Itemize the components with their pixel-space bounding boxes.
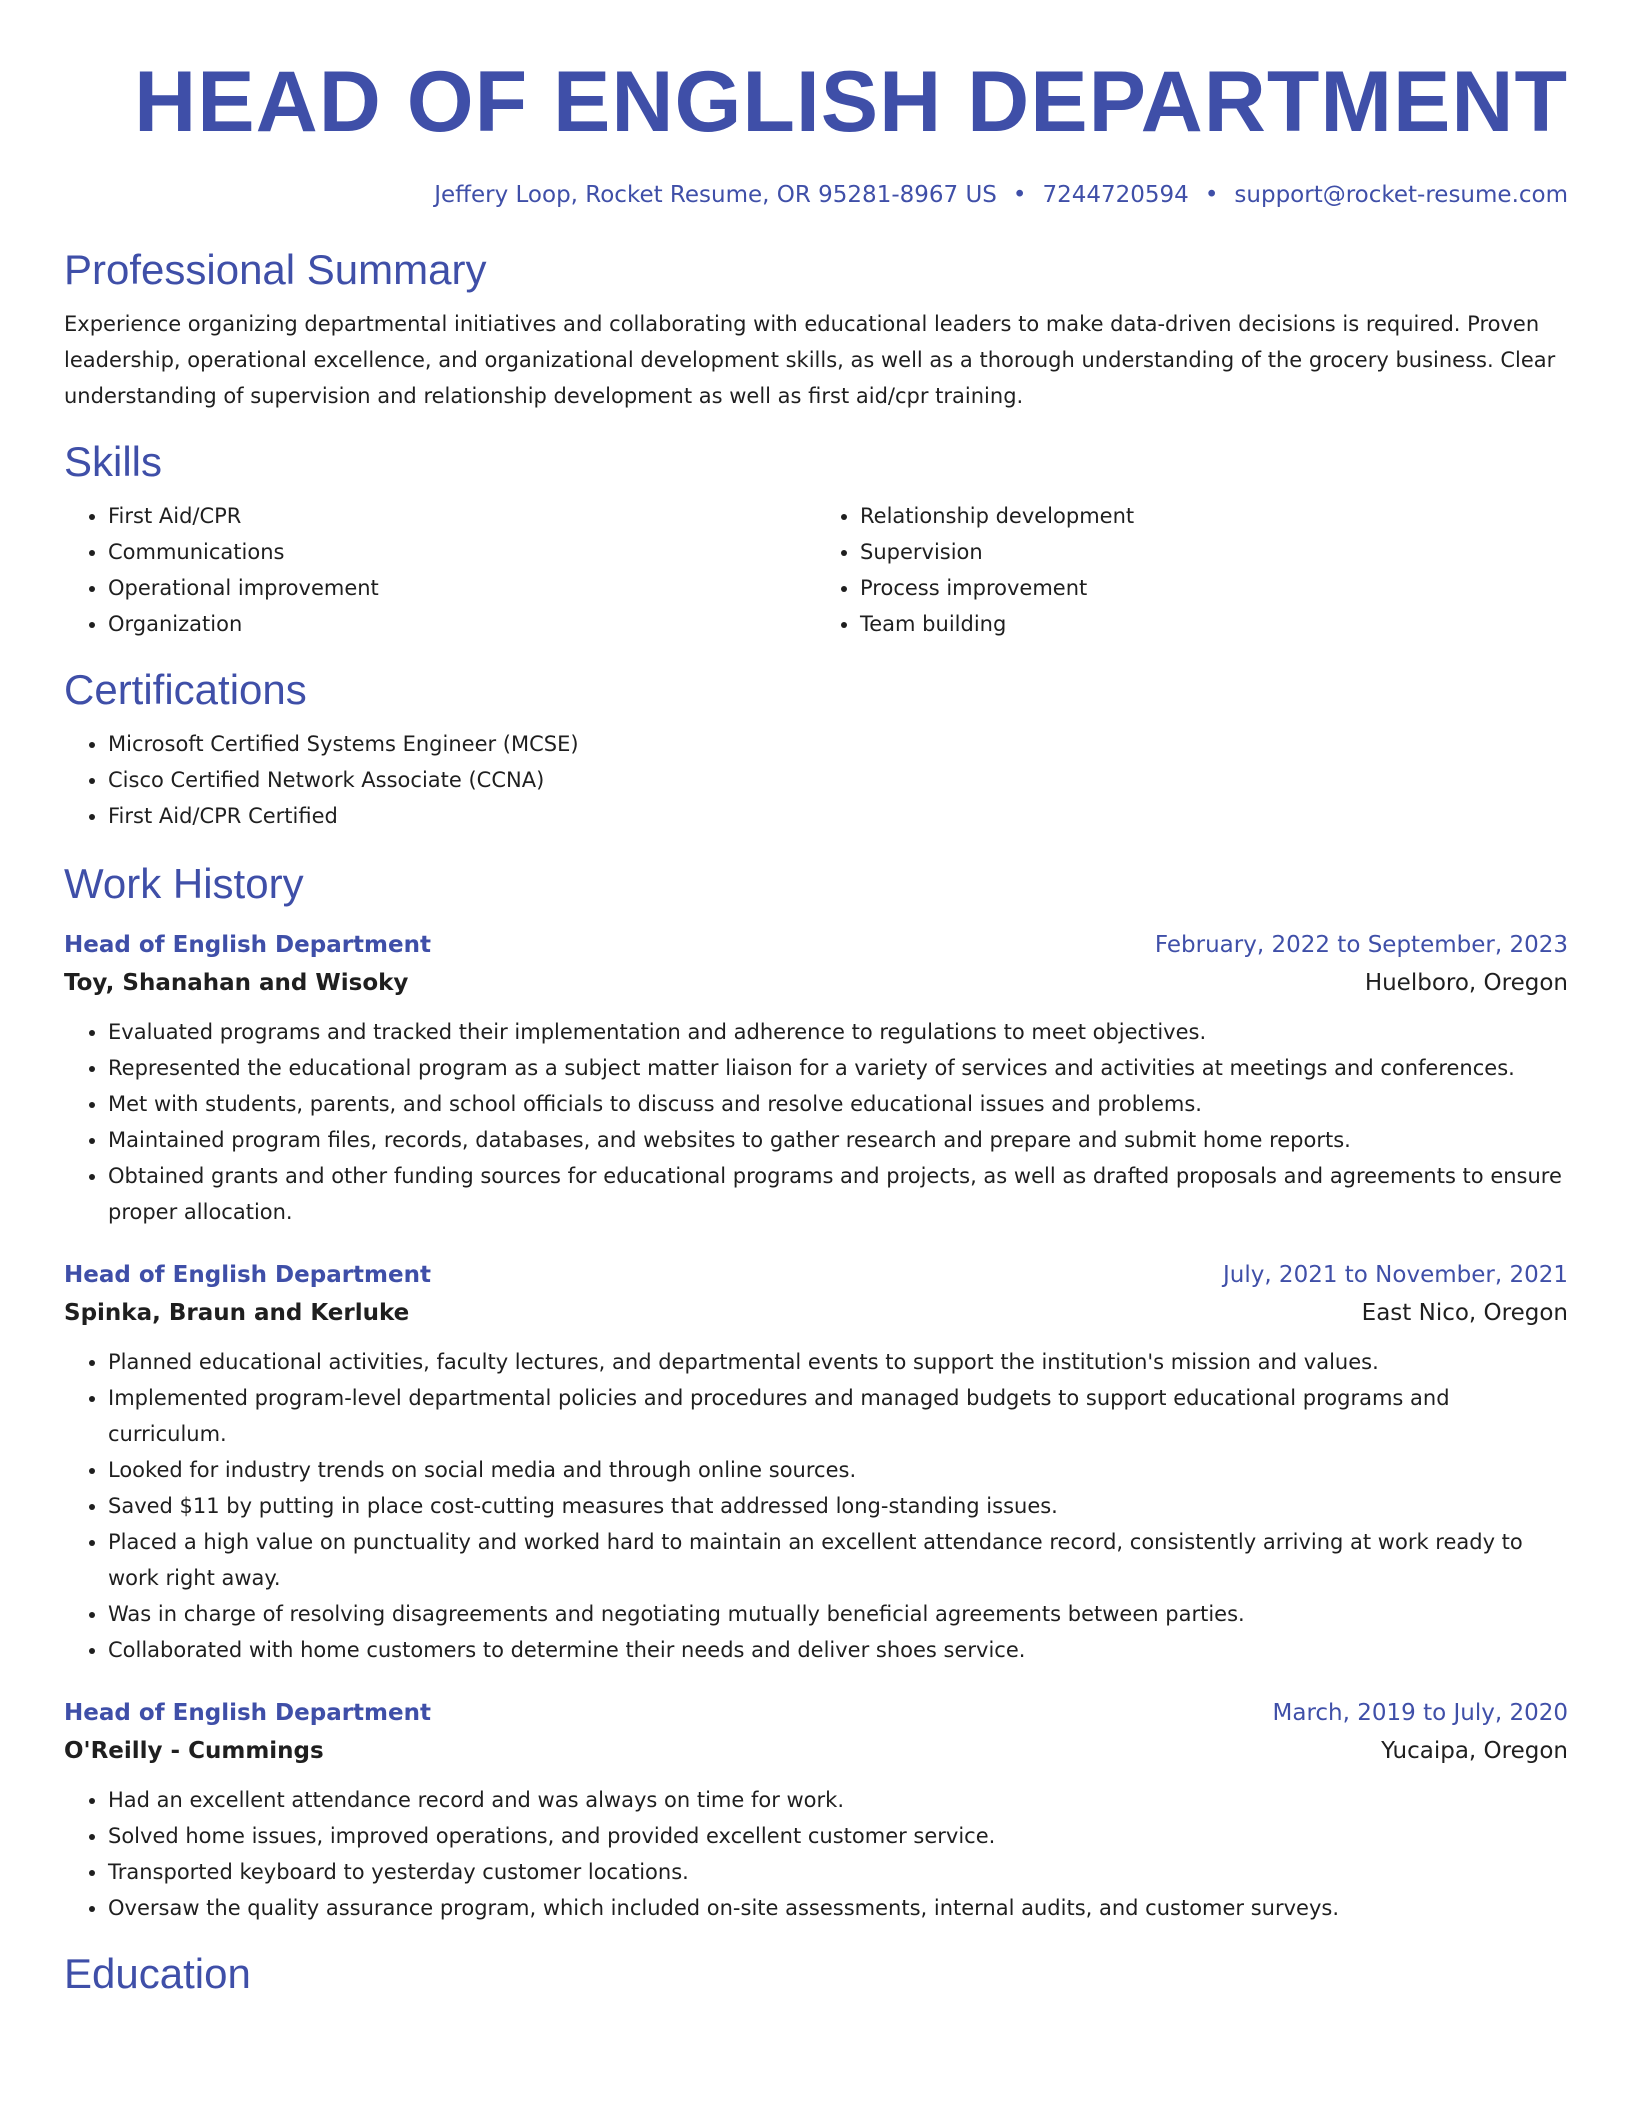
- job-bullet: • Transported keyboard to yesterday customer locations.: [108, 1854, 1568, 1890]
- section-heading: Work History: [64, 860, 304, 907]
- skill-item: • Process improvement: [860, 570, 1568, 606]
- job-bullet: • Looked for industry trends on social media and through online sources.: [108, 1452, 1568, 1488]
- job-company: Toy, Shanahan and Wisoky: [64, 970, 409, 996]
- contact-phone: 7244720594: [1042, 182, 1189, 208]
- job-bullets: [64, 1782, 1568, 1926]
- job-company-row: [64, 964, 1568, 1002]
- section-heading: Professional Summary: [64, 246, 487, 293]
- contact-address: Jeffery Loop, Rocket Resume, OR 95281-8967 US: [434, 182, 997, 208]
- job-bullet: • Placed a high value on punctuality and worked hard to maintain an excellent attendance record, consistently arriving at work ready to work right away.: [108, 1524, 1568, 1596]
- skill-item: • Organization: [108, 606, 816, 642]
- job-bullet: • Collaborated with home customers to determine their needs and deliver shoes service.: [108, 1632, 1568, 1668]
- skills-columns: [64, 498, 1568, 642]
- separator-dot: •: [1204, 182, 1219, 208]
- certification-item: • Microsoft Certified Systems Engineer (MCSE): [108, 726, 1568, 762]
- job-title-row: [64, 926, 1568, 964]
- job-bullet: • Obtained grants and other funding sources for educational programs and projects, as well as drafted proposals and agreements to ensure proper allocation.: [108, 1158, 1568, 1230]
- section-heading: Skills: [64, 438, 163, 485]
- job-bullet: • Oversaw the quality assurance program, which included on-site assessments, internal audits, and customer surveys.: [108, 1890, 1568, 1926]
- skill-item: • Supervision: [860, 534, 1568, 570]
- job-bullets: [64, 1344, 1568, 1668]
- job-dates: March, 2019 to July, 2020: [1272, 1700, 1568, 1726]
- job-title: Head of English Department: [64, 932, 431, 958]
- job-dates: February, 2022 to September, 2023: [1154, 932, 1568, 958]
- certification-item: • First Aid/CPR Certified: [108, 798, 1568, 834]
- job-entry: [64, 926, 1568, 1230]
- job-bullet: • Was in charge of resolving disagreements and negotiating mutually beneficial agreements between parties.: [108, 1596, 1568, 1632]
- resume-header: [64, 0, 1568, 208]
- skill-item: • Team building: [860, 606, 1568, 642]
- job-bullets: [64, 1014, 1568, 1230]
- job-bullet: • Had an excellent attendance record and was always on time for work.: [108, 1782, 1568, 1818]
- job-company: O'Reilly - Cummings: [64, 1738, 324, 1764]
- job-location: Yucaipa, Oregon: [1381, 1738, 1568, 1764]
- certifications-section: [64, 664, 1568, 834]
- section-heading: Education: [64, 1950, 251, 1997]
- job-bullet: • Planned educational activities, faculty lectures, and departmental events to support the institution's mission and values.: [108, 1344, 1568, 1380]
- skill-item: • Communications: [108, 534, 816, 570]
- job-title: Head of English Department: [64, 1700, 431, 1726]
- job-company-row: [64, 1294, 1568, 1332]
- job-title: Head of English Department: [64, 1262, 431, 1288]
- certifications-list: [64, 726, 1568, 834]
- skill-item: • First Aid/CPR: [108, 498, 816, 534]
- education-section: [64, 1948, 1568, 2000]
- job-bullet: • Saved $11 by putting in place cost-cutting measures that addressed long-standing issues.: [108, 1488, 1568, 1524]
- section-heading: Certifications: [64, 666, 307, 713]
- job-company: Spinka, Braun and Kerluke: [64, 1300, 410, 1326]
- skills-list-left: [64, 498, 816, 642]
- job-bullet: • Evaluated programs and tracked their implementation and adherence to regulations to meet objectives.: [108, 1014, 1568, 1050]
- skill-item: • Relationship development: [860, 498, 1568, 534]
- page-title: HEAD OF ENGLISH DEPARTMENT: [134, 54, 1568, 150]
- work-history-section: [64, 858, 1568, 1926]
- job-location: East Nico, Oregon: [1361, 1300, 1568, 1326]
- job-dates: July, 2021 to November, 2021: [1222, 1262, 1568, 1288]
- separator-dot: •: [1012, 182, 1027, 208]
- job-bullet: • Implemented program-level departmental policies and procedures and managed budgets to support educational programs and curriculum.: [108, 1380, 1568, 1452]
- job-title-row: [64, 1694, 1568, 1732]
- skills-list-right: [816, 498, 1568, 642]
- job-location: Huelboro, Oregon: [1364, 970, 1568, 996]
- summary-text: Experience organizing departmental initiatives and collaborating with educational leaders to make data-driven decisions is required. Proven leadership, operational excellence, and organizational development skills, as well as a thorough understanding of the grocery business. Clear understanding of supervision and relationship development as well as first aid/cpr training.: [64, 312, 1556, 408]
- job-bullet: • Met with students, parents, and school officials to discuss and resolve educational issues and problems.: [108, 1086, 1568, 1122]
- job-bullet: • Maintained program files, records, databases, and websites to gather research and prepare and submit home reports.: [108, 1122, 1568, 1158]
- job-company-row: [64, 1732, 1568, 1770]
- job-entry: [64, 1256, 1568, 1668]
- contact-email[interactable]: support@rocket-resume.com: [1234, 182, 1568, 208]
- job-bullet: • Represented the educational program as a subject matter liaison for a variety of services and activities at meetings and conferences.: [108, 1050, 1568, 1086]
- job-title-row: [64, 1256, 1568, 1294]
- contact-line: [64, 182, 1568, 208]
- job-entry: [64, 1694, 1568, 1926]
- certification-item: • Cisco Certified Network Associate (CCNA): [108, 762, 1568, 798]
- professional-summary-section: [64, 244, 1568, 414]
- job-bullet: • Solved home issues, improved operations, and provided excellent customer service.: [108, 1818, 1568, 1854]
- skills-section: [64, 436, 1568, 642]
- skill-item: • Operational improvement: [108, 570, 816, 606]
